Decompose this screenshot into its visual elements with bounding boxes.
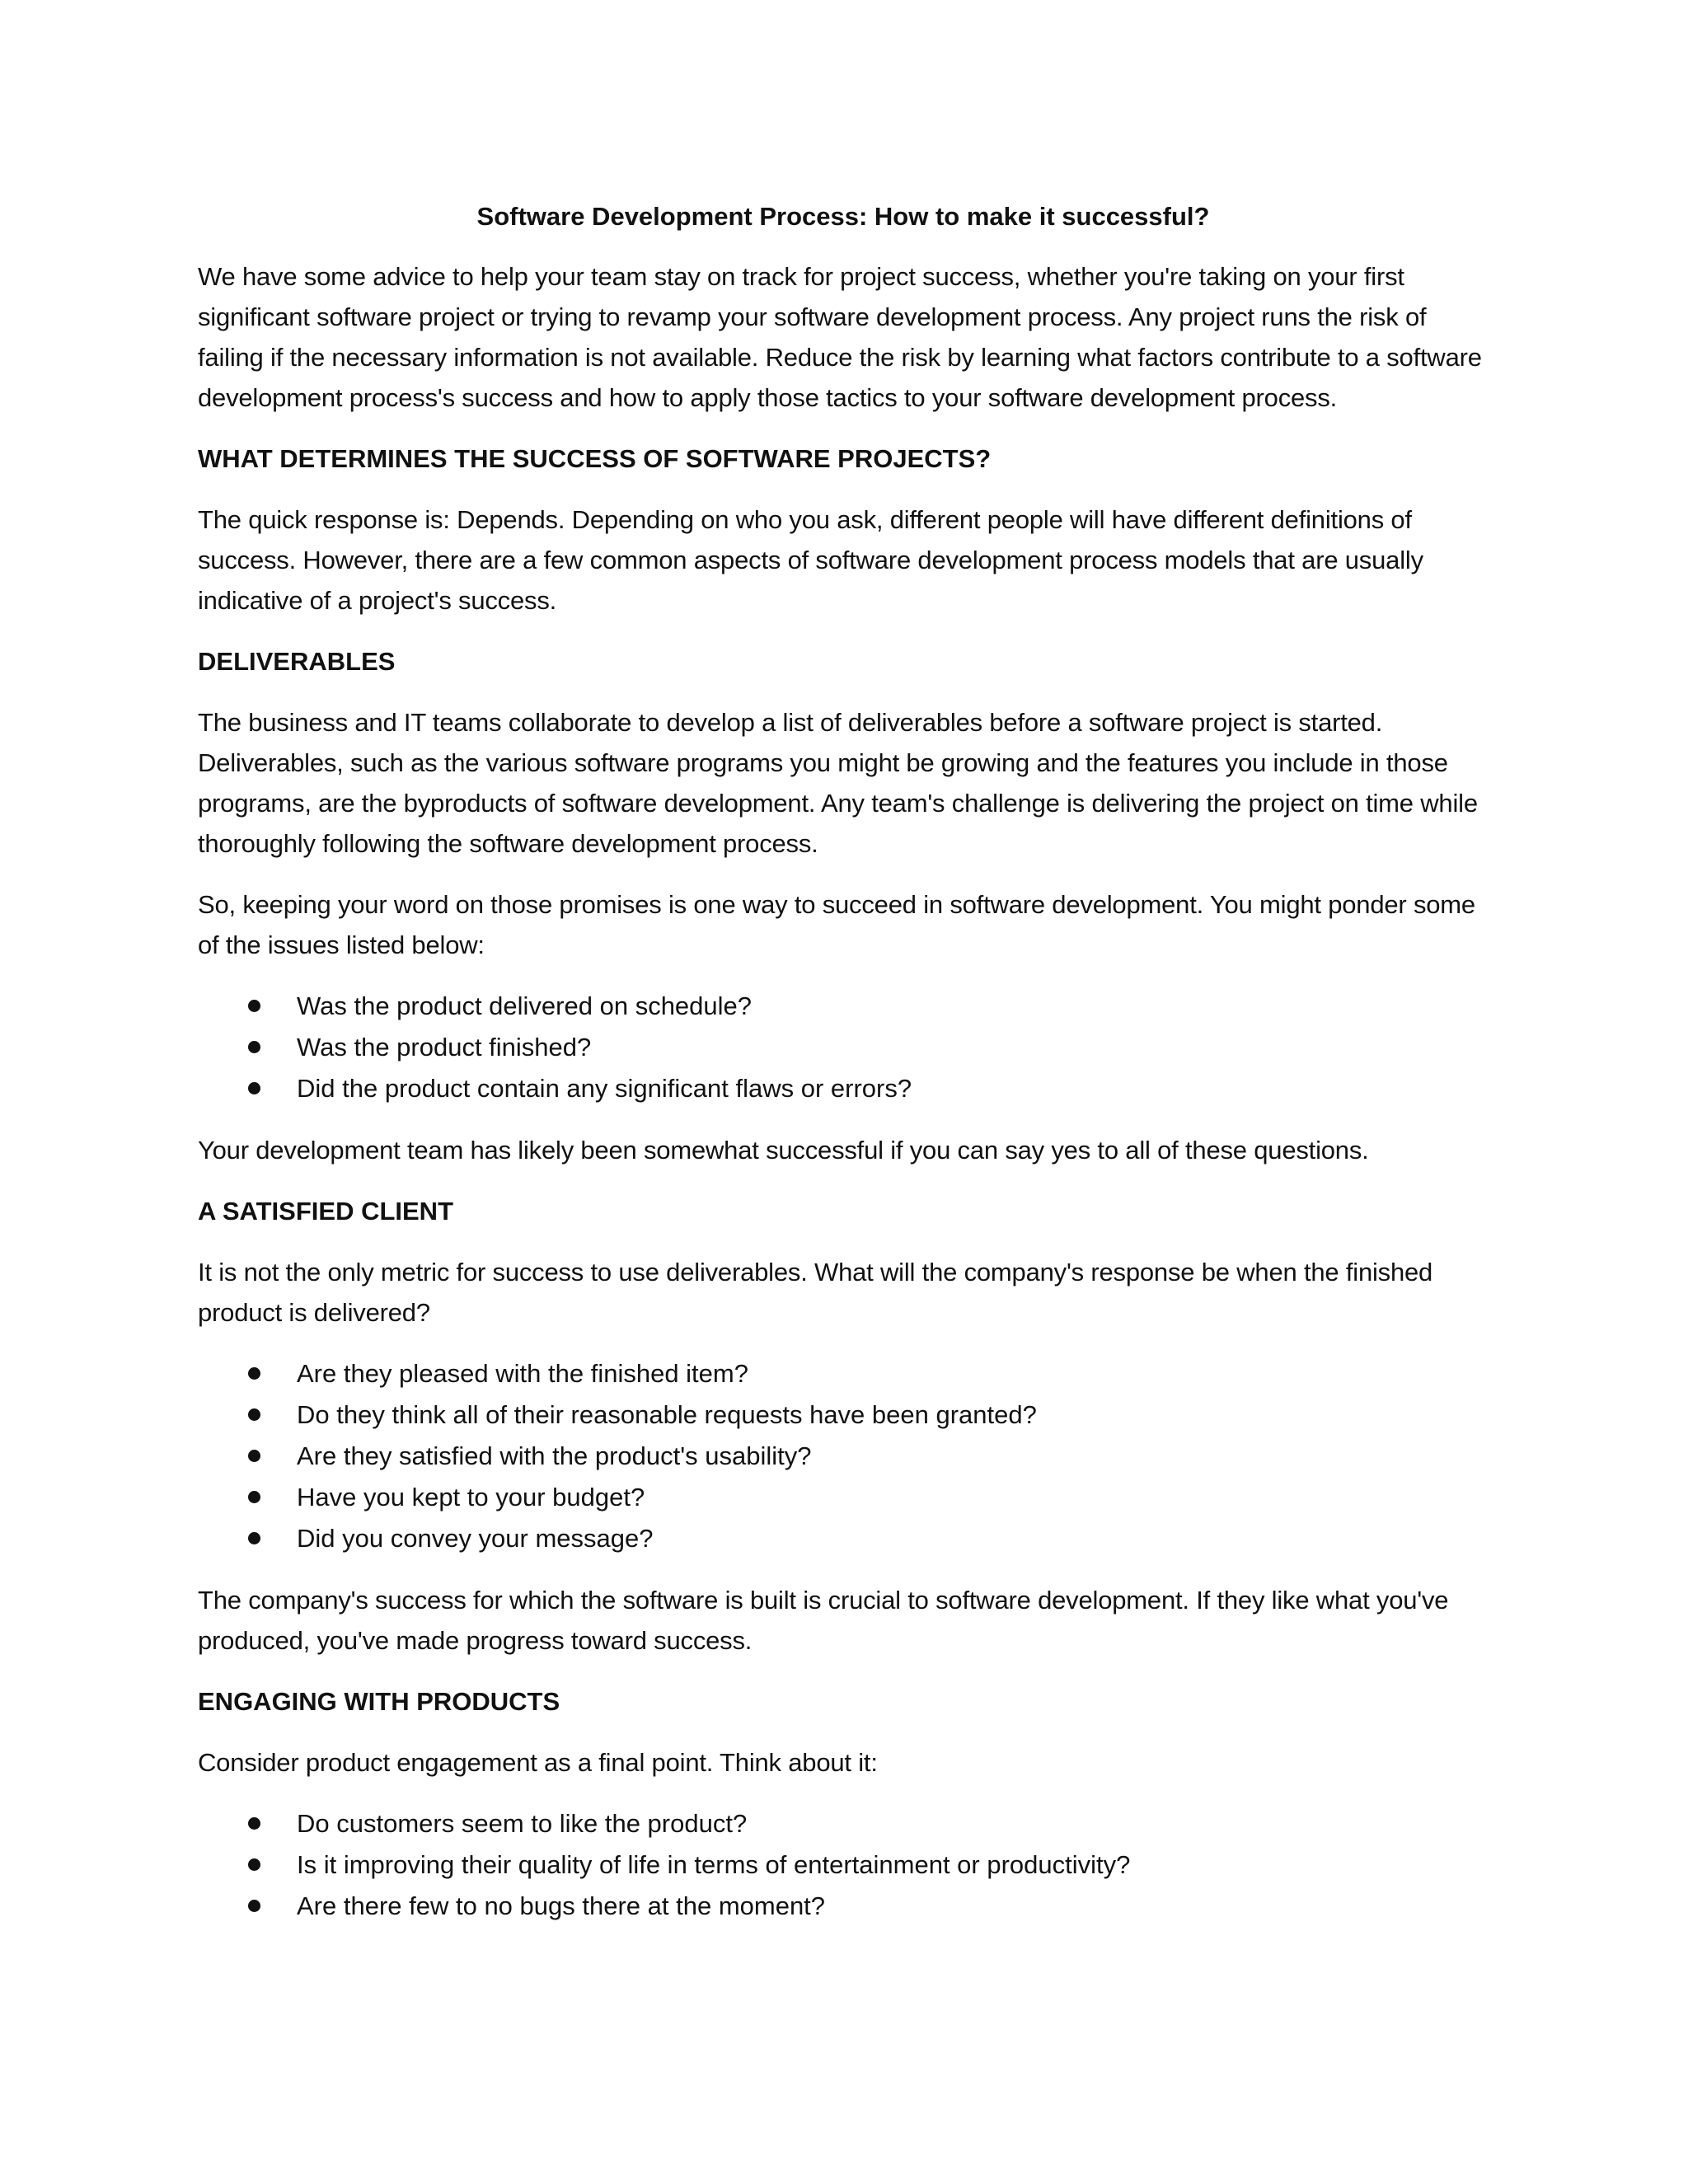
list-item [198, 1353, 1489, 1394]
list-item-text: Are they satisfied with the product's usability? [297, 1441, 812, 1470]
deliverables-bullet-list [198, 986, 1489, 1109]
list-item [198, 1803, 1489, 1844]
list-item [198, 1436, 1489, 1477]
document-page [198, 196, 1489, 1947]
client-paragraph-2: The company's success for which the software is built is crucial to software development. If they like what you've produced, you've made progress toward success. [198, 1586, 1449, 1655]
deliverables-paragraph-3: Your development team has likely been somewhat successful if you can say yes to all of these questions. [198, 1136, 1369, 1165]
bullet-icon [248, 1450, 260, 1462]
document-title: Software Development Process: How to make it successful? [476, 202, 1210, 231]
list-item [198, 1027, 1489, 1068]
section-heading-client: A SATISFIED CLIENT [198, 1197, 453, 1226]
bullet-icon [248, 1082, 260, 1094]
engaging-paragraph: Consider product engagement as a final point. Think about it: [198, 1748, 878, 1777]
list-item-text: Do they think all of their reasonable requests have been granted? [297, 1400, 1037, 1429]
bullet-icon [248, 1491, 260, 1503]
list-item-text: Are they pleased with the finished item? [297, 1359, 748, 1388]
bullet-icon [248, 1900, 260, 1912]
section-heading-success: WHAT DETERMINES THE SUCCESS OF SOFTWARE PROJECTS? [198, 444, 992, 473]
list-item [198, 1477, 1489, 1518]
list-item [198, 1518, 1489, 1559]
list-item-text: Was the product finished? [297, 1033, 592, 1062]
list-item-text: Did you convey your message? [297, 1524, 654, 1553]
list-item-text: Have you kept to your budget? [297, 1483, 645, 1511]
list-item [198, 1844, 1489, 1886]
bullet-icon [248, 1817, 260, 1830]
client-bullet-list [198, 1353, 1489, 1559]
list-item [198, 1394, 1489, 1436]
bullet-icon [248, 1367, 260, 1380]
section-heading-deliverables: DELIVERABLES [198, 647, 396, 676]
client-paragraph-1: It is not the only metric for success to use deliverables. What will the company's response be when the finished product is delivered? [198, 1258, 1433, 1327]
section-heading-engaging: ENGAGING WITH PRODUCTS [198, 1687, 560, 1716]
bullet-icon [248, 1532, 260, 1544]
engaging-bullet-list [198, 1803, 1489, 1927]
list-item-text: Do customers seem to like the product? [297, 1809, 748, 1838]
bullet-icon [248, 1858, 260, 1871]
bullet-icon [248, 1000, 260, 1012]
list-item-text: Is it improving their quality of life in terms of entertainment or productivity? [297, 1850, 1131, 1879]
list-item [198, 986, 1489, 1027]
success-paragraph: The quick response is: Depends. Depending on who you ask, different people will have different definitions of success. However, there are a few common aspects of software development process models that are usually indicative of a project's success. [198, 505, 1423, 615]
list-item [198, 1886, 1489, 1927]
list-item-text: Did the product contain any significant flaws or errors? [297, 1074, 912, 1103]
deliverables-paragraph-2: So, keeping your word on those promises is one way to succeed in software development. You might ponder some of the issues listed below: [198, 890, 1475, 959]
bullet-icon [248, 1408, 260, 1421]
intro-paragraph: We have some advice to help your team stay on track for project success, whether you're taking on your first significant software project or trying to revamp your software development process. Any project runs the risk of failing if the necessary information is not available. Reduce the risk by learning what factors contribute to a software development process's success and how to apply those tactics to your software development process. [198, 262, 1482, 412]
list-item-text: Are there few to no bugs there at the moment? [297, 1891, 826, 1920]
list-item [198, 1068, 1489, 1109]
list-item-text: Was the product delivered on schedule? [297, 991, 753, 1020]
bullet-icon [248, 1041, 260, 1053]
deliverables-paragraph-1: The business and IT teams collaborate to develop a list of deliverables before a software project is started. Deliverables, such as the various software programs you might be growing and the features you include in those programs, are the byproducts of software development. Any team's challenge is delivering the project on time while thoroughly following the software development process. [198, 708, 1478, 858]
